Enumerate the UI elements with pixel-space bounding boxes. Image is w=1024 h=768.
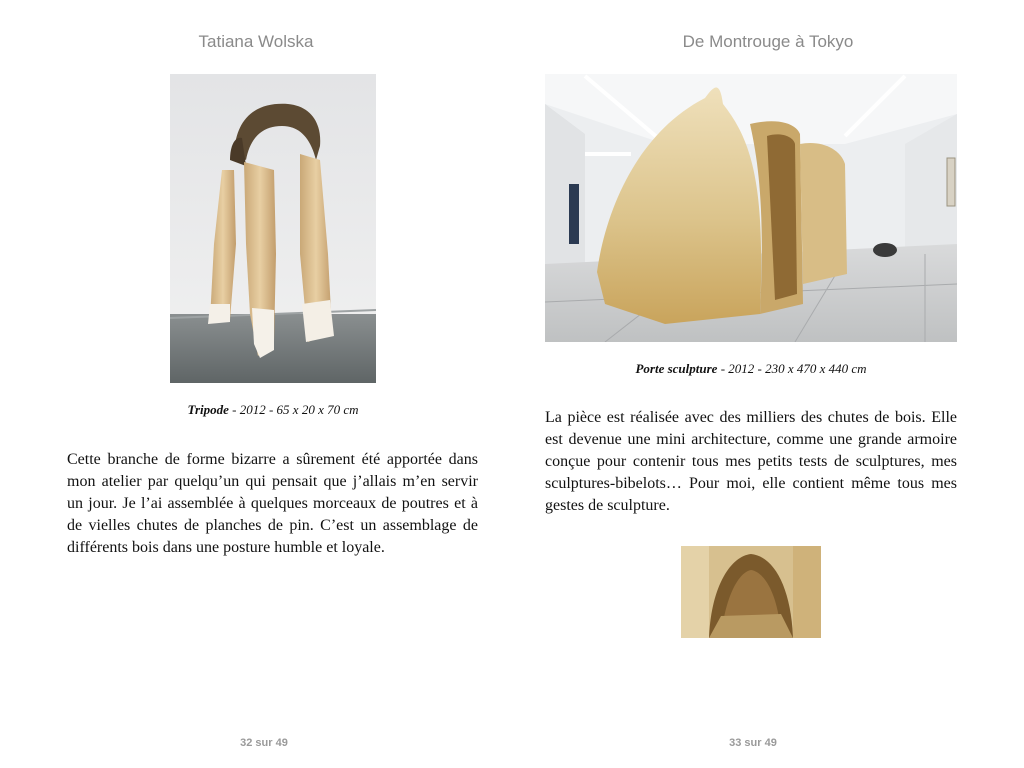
running-head-left: Tatiana Wolska [198,32,314,51]
page-number-right: 33 sur 49 [729,737,777,749]
body-paragraph-right: La pièce est réalisée avec des milliers des chutes de bois. Elle est devenue une mini architecture, comme une grande armoire conçue pour contenir tous mes petits tests de sculptures, mes sculptures-bibelots… Pour moi, elle contient même tous mes gestes de sculpture. [545,409,957,514]
caption-title: Porte sculpture [635,361,718,376]
interior-thumbnail[interactable] [681,546,821,638]
porte-sculpture-caption [545,361,957,377]
tripode-caption [0,402,546,418]
caption-details: - 2012 - 230 x 470 x 440 cm [717,361,867,376]
tripode-photo[interactable] [170,74,376,383]
body-paragraph-left: Cette branche de forme bizarre a sûrement été apportée dans mon atelier par quelqu’un qui pensait que j’allais m’en servir un jour. Je l’ai assemblée à quelques morceaux de poutres et à de vielles chutes de planches de pin. C’est un assemblage de différents bois dans une posture humble et loyale. [67,451,478,556]
caption-details: - 2012 - 65 x 20 x 70 cm [228,402,359,417]
page-number-left: 32 sur 49 [240,737,288,749]
running-head-right: De Montrouge à Tokyo [682,32,854,51]
porte-sculpture-photo[interactable] [545,74,957,342]
caption-title: Tripode [187,402,229,417]
right-page [512,0,1024,768]
